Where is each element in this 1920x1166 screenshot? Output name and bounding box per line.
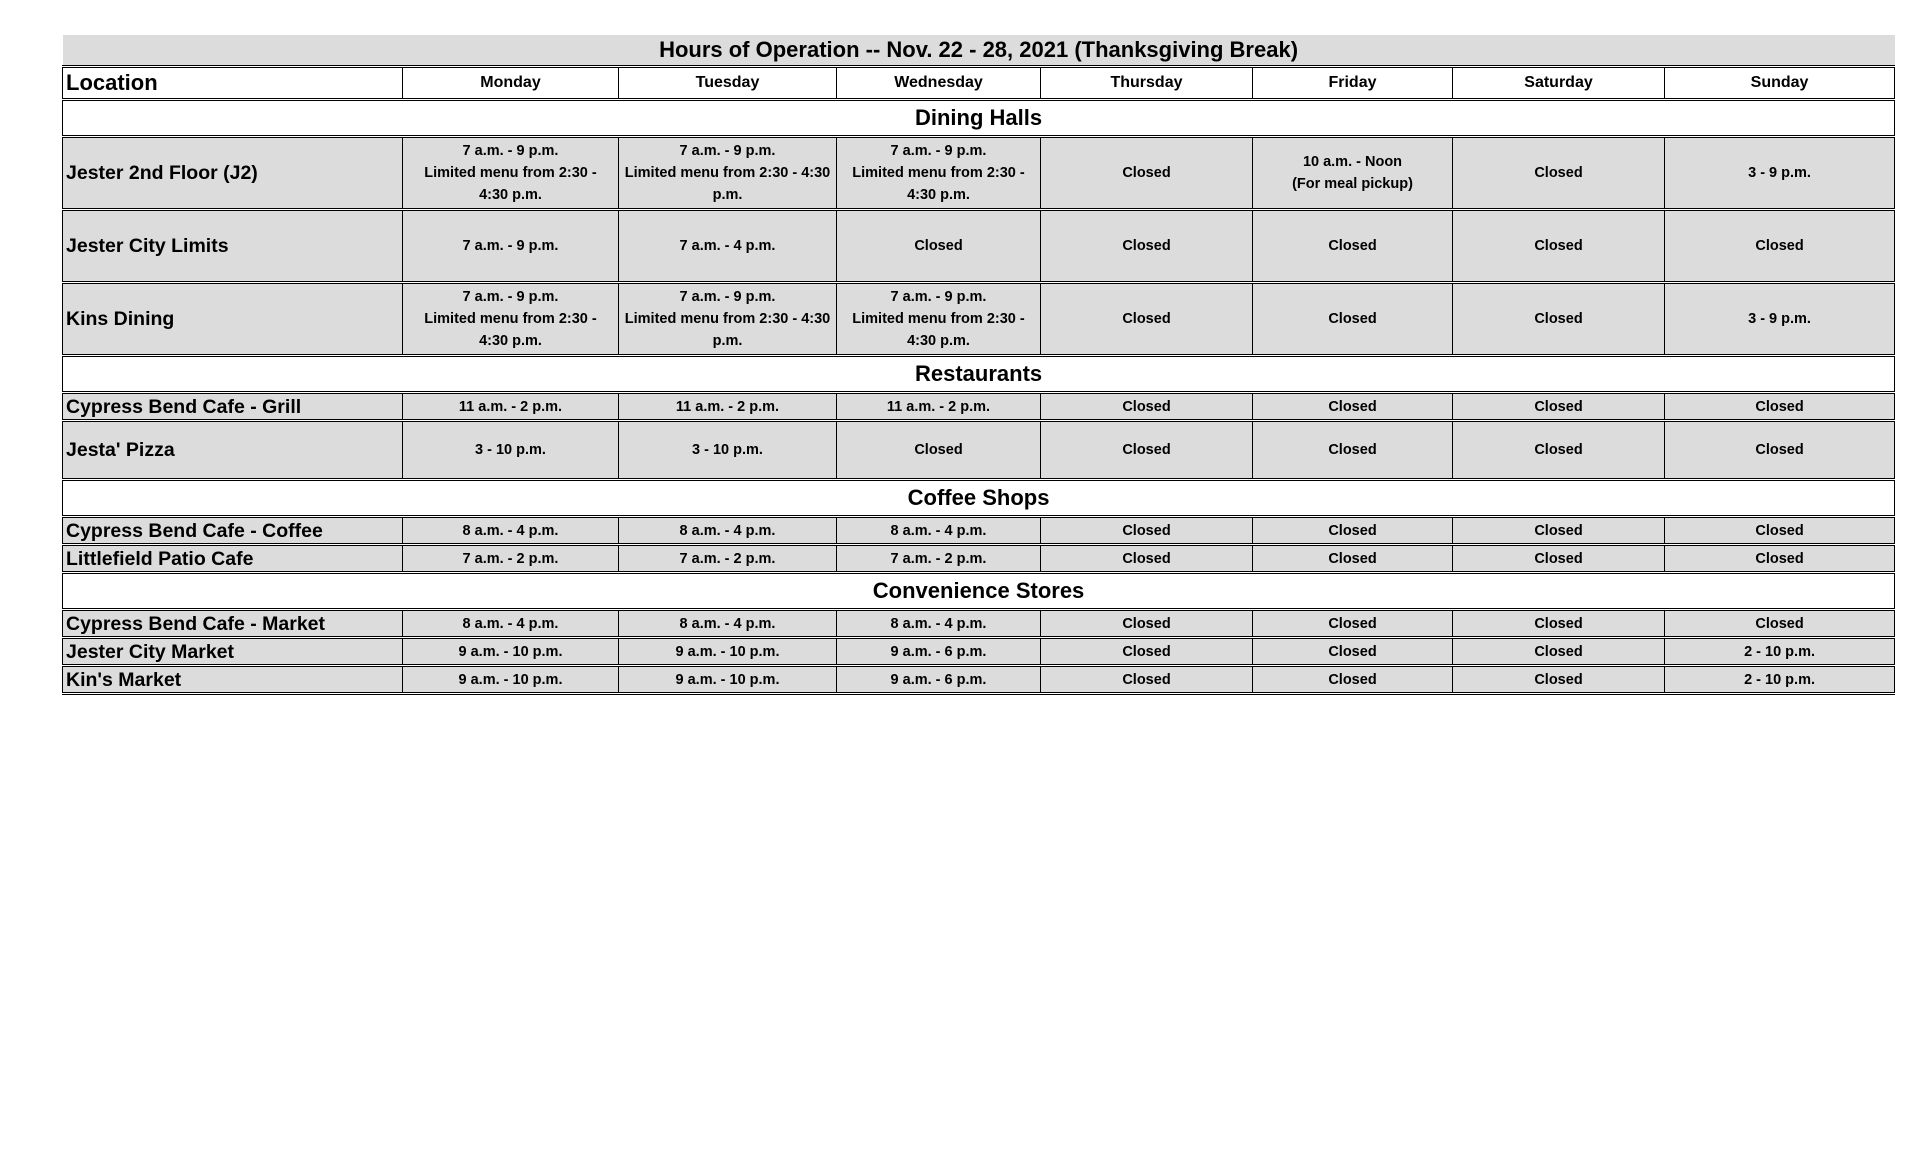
hours-cell-tuesday: 9 a.m. - 10 p.m. [619,638,837,666]
hours-cell-tuesday: 8 a.m. - 4 p.m. [619,517,837,545]
hours-cell-wednesday: 7 a.m. - 9 p.m. Limited menu from 2:30 - 4:30 p.m. [837,283,1041,356]
hours-cell-thursday: Closed [1041,545,1253,573]
location-name: Jester City Market [63,638,403,666]
hours-cell-tuesday: 3 - 10 p.m. [619,421,837,480]
hours-cell-wednesday: 7 a.m. - 2 p.m. [837,545,1041,573]
location-row [63,638,1895,666]
location-name: Kins Dining [63,283,403,356]
day-header-friday: Friday [1253,67,1453,100]
hours-cell-friday: Closed [1253,638,1453,666]
hours-cell-monday: 8 a.m. - 4 p.m. [403,610,619,638]
location-row [63,283,1895,356]
section-row [63,480,1895,517]
hours-cell-friday: Closed [1253,610,1453,638]
hours-cell-wednesday: 9 a.m. - 6 p.m. [837,666,1041,694]
location-row [63,421,1895,480]
hours-cell-tuesday: 7 a.m. - 9 p.m. Limited menu from 2:30 - 4:30 p.m. [619,283,837,356]
hours-cell-wednesday: 11 a.m. - 2 p.m. [837,393,1041,421]
location-name: Littlefield Patio Cafe [63,545,403,573]
hours-cell-wednesday: Closed [837,421,1041,480]
hours-cell-saturday: Closed [1453,666,1665,694]
hours-cell-wednesday: Closed [837,210,1041,283]
hours-cell-sunday: 2 - 10 p.m. [1665,666,1895,694]
hours-cell-sunday: 2 - 10 p.m. [1665,638,1895,666]
day-header-tuesday: Tuesday [619,67,837,100]
hours-cell-monday: 9 a.m. - 10 p.m. [403,638,619,666]
hours-cell-saturday: Closed [1453,638,1665,666]
hours-cell-sunday: Closed [1665,393,1895,421]
location-name: Jesta' Pizza [63,421,403,480]
hours-cell-wednesday: 9 a.m. - 6 p.m. [837,638,1041,666]
title-row [63,35,1895,67]
location-row [63,137,1895,210]
day-header-wednesday: Wednesday [837,67,1041,100]
hours-cell-sunday: 3 - 9 p.m. [1665,137,1895,210]
hours-cell-wednesday: 8 a.m. - 4 p.m. [837,517,1041,545]
hours-cell-friday: 10 a.m. - Noon (For meal pickup) [1253,137,1453,210]
hours-cell-wednesday: 7 a.m. - 9 p.m. Limited menu from 2:30 - 4:30 p.m. [837,137,1041,210]
hours-cell-friday: Closed [1253,545,1453,573]
hours-cell-saturday: Closed [1453,517,1665,545]
hours-cell-thursday: Closed [1041,421,1253,480]
day-header-thursday: Thursday [1041,67,1253,100]
hours-cell-monday: 9 a.m. - 10 p.m. [403,666,619,694]
hours-cell-saturday: Closed [1453,393,1665,421]
hours-cell-friday: Closed [1253,210,1453,283]
location-name: Jester 2nd Floor (J2) [63,137,403,210]
hours-cell-thursday: Closed [1041,393,1253,421]
hours-cell-thursday: Closed [1041,666,1253,694]
section-heading: Coffee Shops [63,480,1895,517]
sheet-title: Hours of Operation -- Nov. 22 - 28, 2021 (Thanksgiving Break) [63,35,1895,67]
location-name: Cypress Bend Cafe - Market [63,610,403,638]
hours-cell-monday: 11 a.m. - 2 p.m. [403,393,619,421]
hours-cell-tuesday: 9 a.m. - 10 p.m. [619,666,837,694]
location-row [63,393,1895,421]
location-name: Jester City Limits [63,210,403,283]
hours-cell-monday: 7 a.m. - 9 p.m. Limited menu from 2:30 - 4:30 p.m. [403,283,619,356]
hours-sheet [62,35,1894,695]
header-row [63,67,1895,100]
hours-cell-thursday: Closed [1041,210,1253,283]
hours-table [62,35,1895,695]
hours-cell-sunday: Closed [1665,210,1895,283]
section-row [63,100,1895,137]
hours-cell-tuesday: 7 a.m. - 2 p.m. [619,545,837,573]
hours-cell-sunday: Closed [1665,545,1895,573]
hours-cell-sunday: Closed [1665,421,1895,480]
hours-cell-saturday: Closed [1453,283,1665,356]
hours-cell-wednesday: 8 a.m. - 4 p.m. [837,610,1041,638]
location-header: Location [63,67,403,100]
hours-cell-tuesday: 8 a.m. - 4 p.m. [619,610,837,638]
hours-cell-monday: 7 a.m. - 2 p.m. [403,545,619,573]
section-heading: Restaurants [63,356,1895,393]
hours-cell-saturday: Closed [1453,210,1665,283]
hours-cell-saturday: Closed [1453,421,1665,480]
hours-cell-saturday: Closed [1453,137,1665,210]
day-header-sunday: Sunday [1665,67,1895,100]
hours-cell-friday: Closed [1253,421,1453,480]
hours-cell-tuesday: 7 a.m. - 9 p.m. Limited menu from 2:30 - 4:30 p.m. [619,137,837,210]
hours-cell-monday: 3 - 10 p.m. [403,421,619,480]
hours-cell-thursday: Closed [1041,610,1253,638]
hours-cell-sunday: Closed [1665,610,1895,638]
hours-cell-monday: 7 a.m. - 9 p.m. Limited menu from 2:30 - 4:30 p.m. [403,137,619,210]
location-row [63,210,1895,283]
hours-cell-thursday: Closed [1041,517,1253,545]
section-heading: Dining Halls [63,100,1895,137]
hours-cell-saturday: Closed [1453,545,1665,573]
location-name: Cypress Bend Cafe - Coffee [63,517,403,545]
section-row [63,573,1895,610]
hours-cell-thursday: Closed [1041,638,1253,666]
location-row [63,517,1895,545]
location-row [63,666,1895,694]
hours-cell-thursday: Closed [1041,137,1253,210]
day-header-monday: Monday [403,67,619,100]
section-heading: Convenience Stores [63,573,1895,610]
hours-cell-saturday: Closed [1453,610,1665,638]
hours-cell-monday: 8 a.m. - 4 p.m. [403,517,619,545]
hours-cell-sunday: 3 - 9 p.m. [1665,283,1895,356]
location-row [63,610,1895,638]
hours-cell-friday: Closed [1253,517,1453,545]
location-name: Kin's Market [63,666,403,694]
hours-cell-sunday: Closed [1665,517,1895,545]
hours-cell-friday: Closed [1253,666,1453,694]
hours-cell-friday: Closed [1253,283,1453,356]
hours-cell-thursday: Closed [1041,283,1253,356]
location-row [63,545,1895,573]
section-row [63,356,1895,393]
hours-cell-tuesday: 7 a.m. - 4 p.m. [619,210,837,283]
hours-cell-tuesday: 11 a.m. - 2 p.m. [619,393,837,421]
hours-cell-friday: Closed [1253,393,1453,421]
day-header-saturday: Saturday [1453,67,1665,100]
location-name: Cypress Bend Cafe - Grill [63,393,403,421]
hours-cell-monday: 7 a.m. - 9 p.m. [403,210,619,283]
